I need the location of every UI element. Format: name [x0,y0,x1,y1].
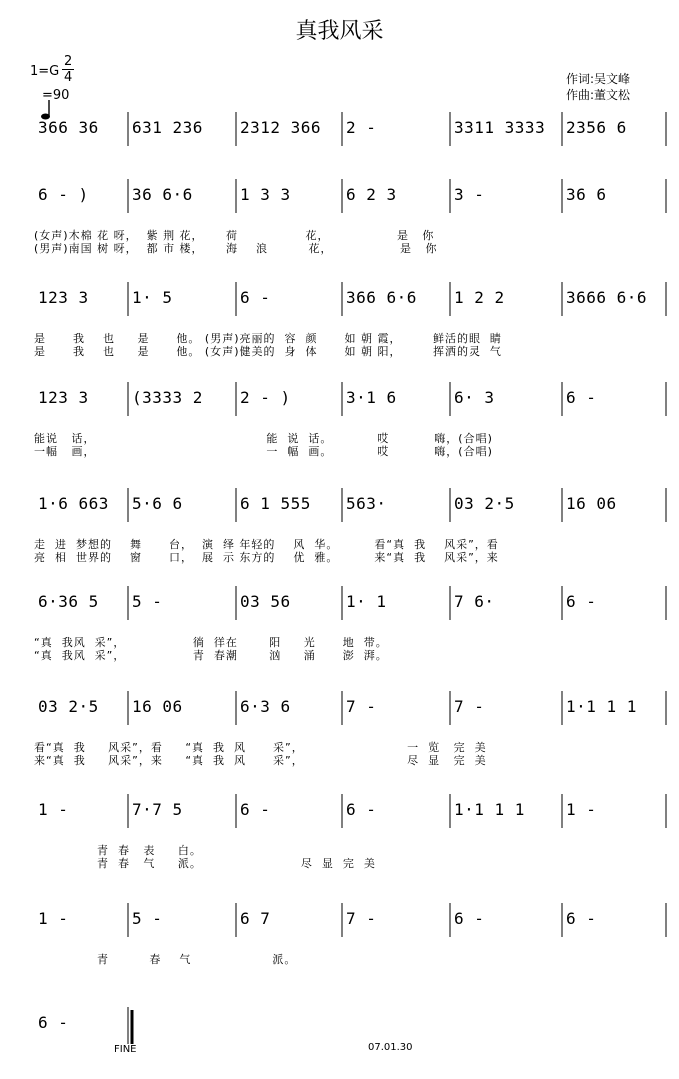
lyric-line: “真 我风 采”， 徜 徉在 阳 光 地 带。 [34,636,388,649]
measure-notes: 2312 366 [240,118,322,137]
lyric-line: “真 我风 采”， 青 春潮 汹 涌 澎 湃。 [34,649,388,662]
measure-notes: 2 - [346,118,377,137]
lyric-line: 一幅 画， 一 幅 画。 哎 嗨，(合唱) [34,445,493,458]
measure-notes: 6 - ) [38,185,89,204]
measure-notes: 7 - [454,697,485,716]
measure-notes: 6 7 [240,909,271,928]
measure-notes: 563· [346,494,387,513]
lyric-line: 是 我 也 是 他。 (女声)健美的 身 体 如 朝 阳， 挥洒的灵 气 [34,345,502,358]
measure-notes: 36 6·6 [132,185,193,204]
measure-notes: 366 6·6 [346,288,417,307]
measure-notes: 3666 6·6 [566,288,648,307]
measure-notes: 7 - [346,909,377,928]
measure-notes: 1 - [38,909,69,928]
measure-notes: 03 2·5 [454,494,515,513]
lyricist-credit: 作词:吴文峰 [566,72,631,86]
measure-notes: (3333 2 [132,388,203,407]
measure-notes: 5·6 6 [132,494,183,513]
measure-notes: 6·3 6 [240,697,291,716]
measure-notes: 6 - [240,288,271,307]
measure-notes: 1· 1 [346,592,387,611]
measure-notes: 1 - [566,800,597,819]
measure-notes: 7 6· [454,592,495,611]
fine-mark: FINE [114,1044,137,1055]
measure-notes: 1 3 3 [240,185,291,204]
lyric-line: 是 我 也 是 他。 (男声)亮丽的 容 颜 如 朝 霞， 鲜活的眼 睛 [34,332,502,345]
measure-notes: 6 - [240,800,271,819]
measure-notes: 3·1 6 [346,388,397,407]
measure-notes: 1 2 2 [454,288,505,307]
measure-notes: 3 - [454,185,485,204]
measure-notes: 7·7 5 [132,800,183,819]
measure-notes: 36 6 [566,185,607,204]
measure-notes: 6 - [346,800,377,819]
measure-notes: 123 3 [38,288,89,307]
measure-notes: 1·1 1 1 [566,697,637,716]
lyric-line: 看“真 我 风采”，看 “真 我 风 采”， 一 览 完 美 [34,741,487,754]
measure-notes: 6 - [454,909,485,928]
measure-notes: 2356 6 [566,118,627,137]
lyric-line: 走 进 梦想的 舞 台， 演 绎 年轻的 风 华。 看“真 我 风采”，看 [34,538,499,551]
lyric-line: 来“真 我 风采”，来 “真 我 风 采”， 尽 显 完 美 [34,754,487,767]
lyric-line: 青 春 气 派。 [34,953,297,966]
measure-notes: 1· 5 [132,288,173,307]
measure-notes: 6 - [38,1013,69,1032]
song-title: 真我风采 [295,19,384,44]
measure-notes: 2 - ) [240,388,291,407]
time-signature-numerator: 2 [64,54,73,69]
measure-notes: 3311 3333 [454,118,546,137]
measure-notes: 6 - [566,388,597,407]
measure-notes: 03 2·5 [38,697,99,716]
measure-notes: 16 06 [566,494,617,513]
measure-notes: 366 36 [38,118,99,137]
time-signature-denominator: 4 [64,70,73,85]
measure-notes: 6 2 3 [346,185,397,204]
lyric-line: 青 春 表 白。 [34,844,202,857]
lyric-line: (男声)南国 树 呀， 都 市 楼， 海 浪 花， 是 你 [34,242,438,255]
measure-notes: 631 236 [132,118,203,137]
measure-notes: 1·1 1 1 [454,800,525,819]
measure-notes: 03 56 [240,592,291,611]
composer-credit: 作曲:董文松 [566,88,631,102]
lyric-line: 能说 话， 能 说 话。 哎 嗨，(合唱) [34,432,493,445]
measure-notes: 7 - [346,697,377,716]
measure-notes: 6 - [566,909,597,928]
measure-notes: 6 1 555 [240,494,311,513]
lyric-line: (女声)木棉 花 呀， 紫 荆 花， 荷 花， 是 你 [34,229,435,242]
measure-notes: 6 - [566,592,597,611]
measure-notes: 123 3 [38,388,89,407]
measure-notes: 1·6 663 [38,494,109,513]
lyric-line: 亮 相 世界的 窗 口， 展 示 东方的 优 雅。 来“真 我 风采”，来 [34,551,499,564]
measure-notes: 6·36 5 [38,592,99,611]
measure-notes: 16 06 [132,697,183,716]
key-signature: 1=G [30,64,60,79]
tempo-marking: =90 [42,88,70,103]
measure-notes: 5 - [132,909,163,928]
date-stamp: 07.01.30 [368,1042,413,1053]
measure-notes: 1 - [38,800,69,819]
measure-notes: 6· 3 [454,388,495,407]
measure-notes: 5 - [132,592,163,611]
lyric-line: 青 春 气 派。 尽 显 完 美 [34,857,376,870]
